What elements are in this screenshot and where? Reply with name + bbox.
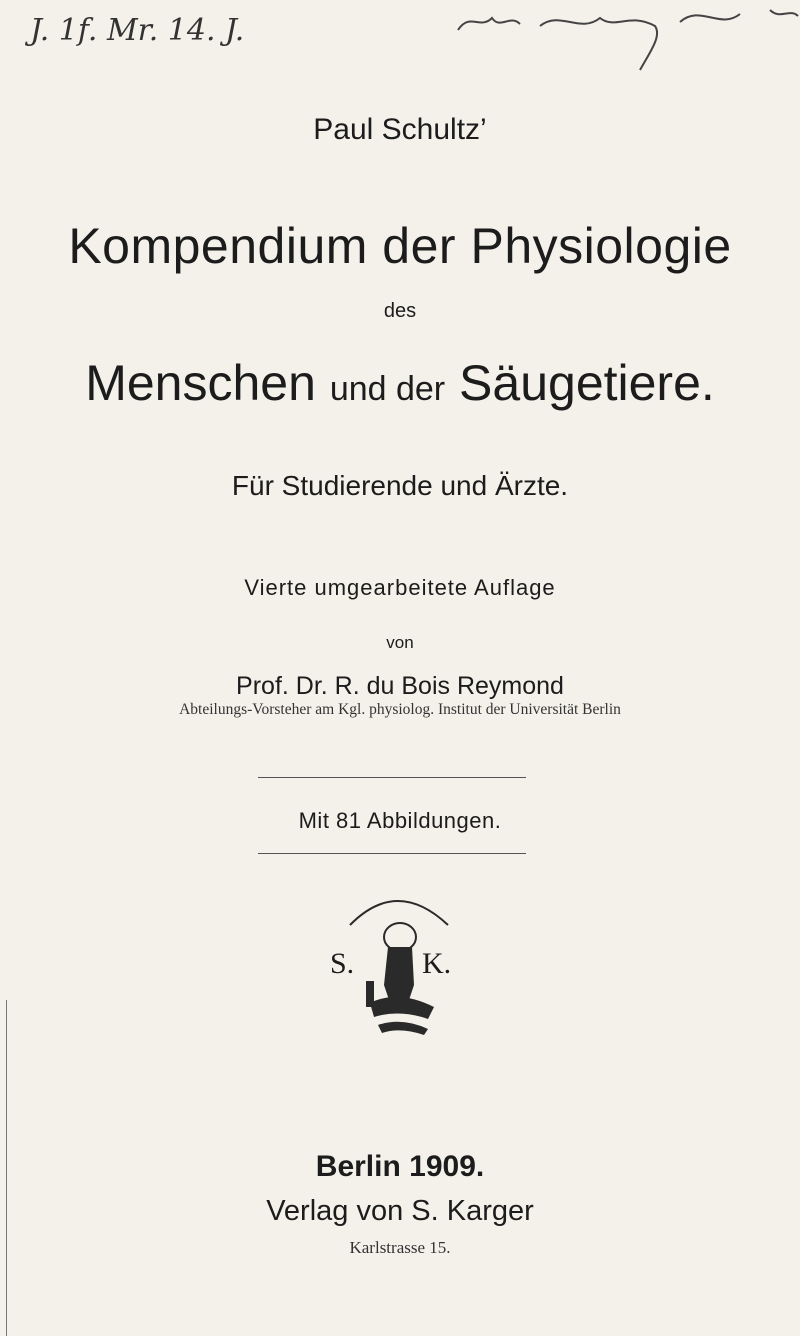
divider-top	[258, 777, 526, 778]
logo-ribbon-arc	[350, 901, 448, 925]
title-line-2	[0, 354, 800, 412]
by-line: von	[386, 633, 414, 652]
publisher-logo	[330, 885, 465, 1040]
title-line-1: Kompendium der Physiologie	[68, 218, 732, 274]
author-name: Paul Schultz’	[313, 113, 487, 146]
handwritten-annotation	[0, 0, 800, 90]
editor-affiliation: Abteilungs-Vorsteher am Kgl. physiolog. Institut der Universität Berlin	[179, 701, 621, 718]
handwritten-note-text: J. 1f. Mr. 14. J.	[30, 13, 245, 48]
title-words-und-der: und der	[329, 370, 446, 408]
audience-line: Für Studierende und Ärzte.	[231, 470, 569, 501]
title-word-menschen: Menschen	[85, 355, 316, 411]
divider-bottom	[258, 853, 526, 854]
editor-name: Prof. Dr. R. du Bois Reymond	[236, 672, 564, 700]
logo-letter-k: K.	[422, 947, 452, 980]
logo-letter-s: S.	[330, 947, 355, 980]
handwritten-scribble	[458, 10, 798, 70]
illustrations-note: Mit 81 Abbildungen.	[298, 808, 502, 833]
imprint-city-year: Berlin 1909.	[315, 1150, 485, 1183]
page-edge-line	[6, 1000, 7, 1336]
title-word-saeugetiere: Säugetiere.	[459, 355, 715, 411]
title-connector: des	[383, 300, 417, 322]
imprint-publisher: Verlag von S. Karger	[266, 1195, 534, 1227]
imprint-address: Karlstrasse 15.	[349, 1238, 451, 1257]
edition-line: Vierte umgearbeitete Auflage	[244, 575, 556, 600]
